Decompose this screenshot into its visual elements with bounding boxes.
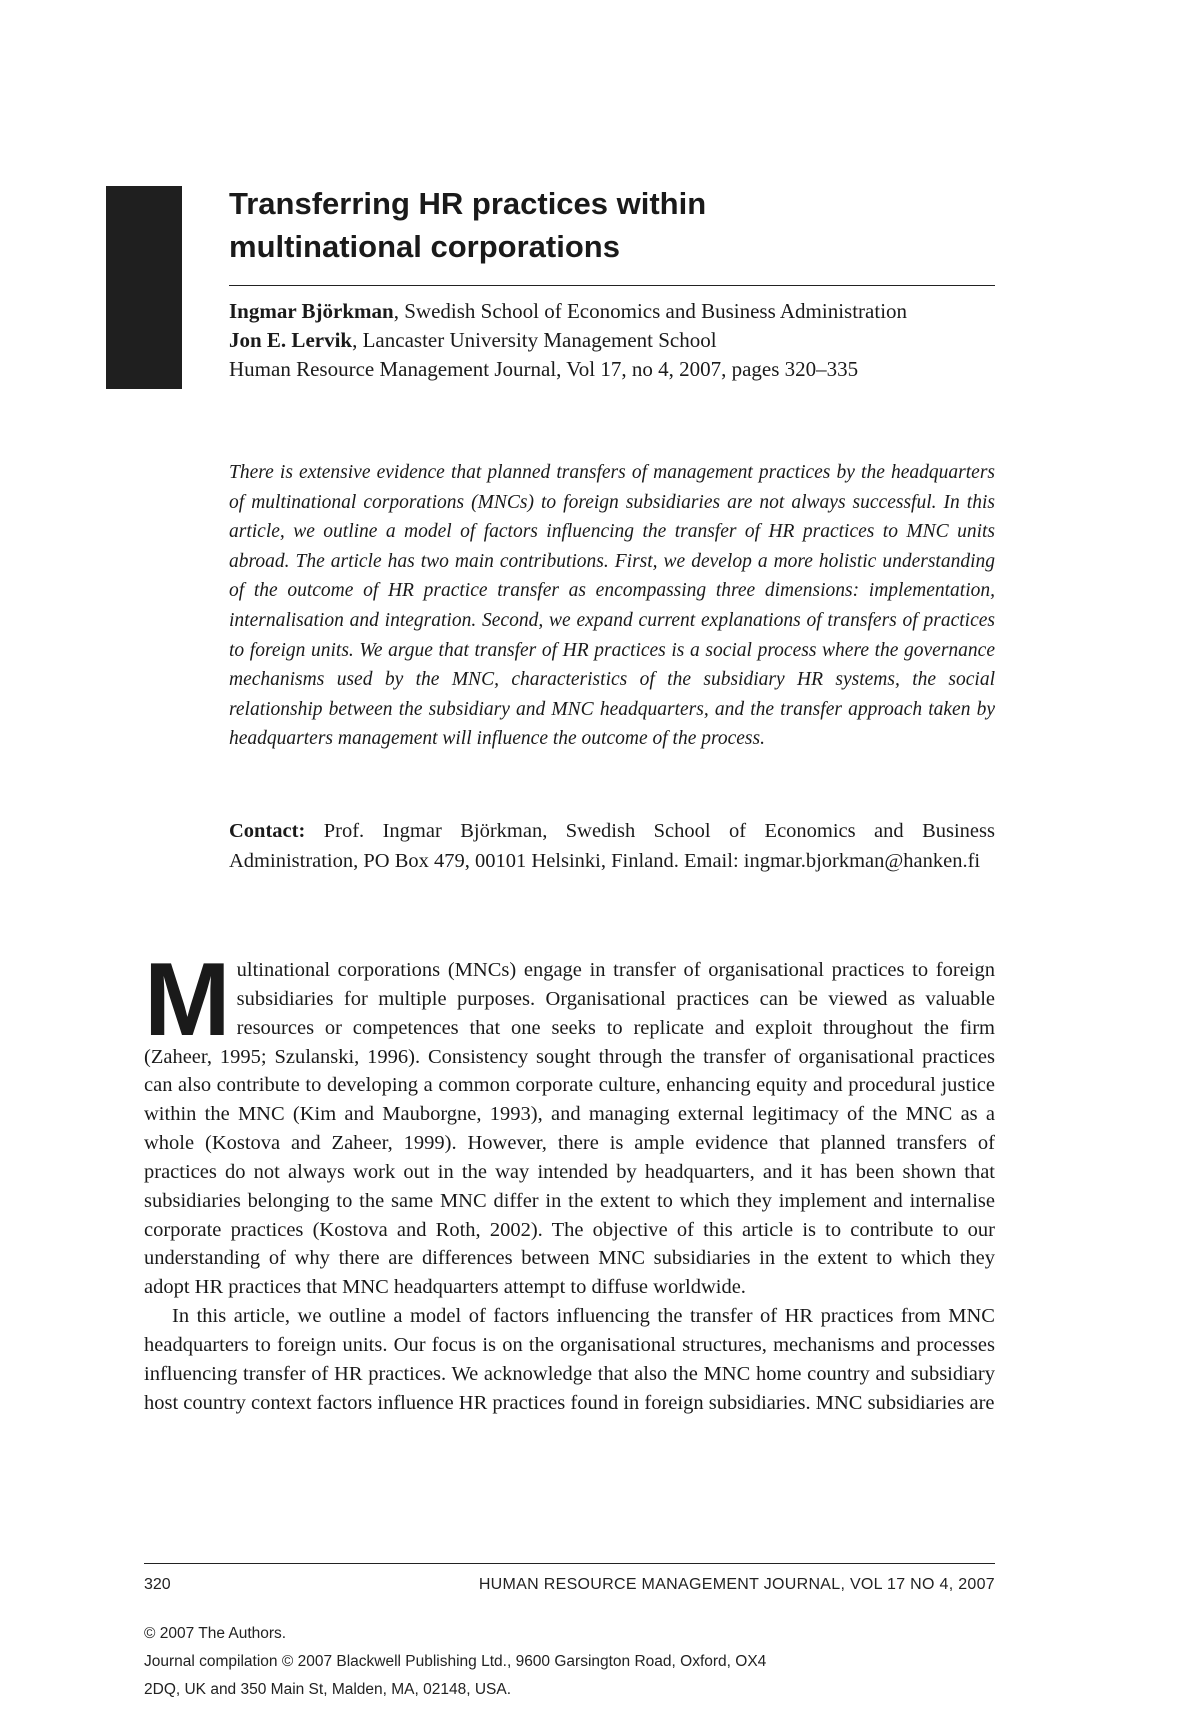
author-2 <box>229 326 995 355</box>
decorative-black-bar <box>106 186 182 389</box>
author-2-affiliation: , Lancaster University Management School <box>352 328 717 352</box>
running-head: HUMAN RESOURCE MANAGEMENT JOURNAL, VOL 17 NO 4, 2007 <box>478 1576 995 1593</box>
body-paragraph-1-text: ultinational corporations (MNCs) engage in transfer of organisational practices to foreign subsidiaries for multiple purposes. Organisational practices can be viewed as valuable resources or competences that one seeks to replicate and exploit throughout the firm (Zaheer, 1995; Szulanski, 1996). Consistency sought through the transfer of organisational practices can also contribute to developing a common corporate culture, enhancing equity and procedural justice within the MNC (Kim and Mauborgne, 1993), and managing external legitimacy of the MNC as a whole (Kostova and Zaheer, 1999). However, there is ample evidence that planned transfers of practices do not always work out in the way intended by headquarters, and it has been shown that subsidiaries belonging to the same MNC differ in the extent to which they implement and internalise corporate practices (Kostova and Roth, 2002). The objective of this article is to contribute to our understanding of why there are differences between MNC subsidiaries in the extent to which they adopt HR practices that MNC headquarters attempt to diffuse worldwide. <box>144 959 995 1299</box>
article-body <box>144 942 995 1418</box>
copyright-line-3: 2DQ, UK and 350 Main St, Malden, MA, 02148, USA. <box>144 1681 512 1698</box>
journal-citation: Human Resource Management Journal, Vol 17, no 4, 2007, pages 320–335 <box>229 357 859 381</box>
article-title <box>229 182 989 268</box>
author-1-name: Ingmar Björkman <box>229 299 394 323</box>
copyright-line-2: Journal compilation © 2007 Blackwell Publishing Ltd., 9600 Garsington Road, Oxford, OX4 <box>144 1653 767 1670</box>
contact-label: Contact: <box>229 820 306 842</box>
contact-details: Prof. Ingmar Björkman, Swedish School of Economics and Business Administration, PO Box 479, 00101 Helsinki, Finland. Email: ingmar.bjorkman@hanken.fi <box>229 820 995 872</box>
article-title-line-2: multinational corporations <box>229 229 620 264</box>
author-2-name: Jon E. Lervik <box>229 328 353 352</box>
author-1-affiliation: , Swedish School of Economics and Business Administration <box>393 299 908 323</box>
title-divider <box>229 285 995 286</box>
author-block <box>229 297 995 384</box>
contact-info <box>229 816 995 876</box>
article-title-line-1: Transferring HR practices within <box>229 186 707 221</box>
page-number: 320 <box>144 1576 171 1593</box>
copyright-line-1: © 2007 The Authors. <box>144 1625 287 1642</box>
body-paragraph-1 <box>144 942 995 1302</box>
body-paragraph-2: In this article, we outline a model of factors influencing the transfer of HR practices from MNC headquarters to foreign units. Our focus is on the organisational structures, mechanisms and processes influencing transfer of HR practices. We acknowledge that also the MNC home country and subsidiary host country context factors influence HR practices found in foreign subsidiaries. MNC subsidiaries are <box>144 1305 995 1414</box>
drop-cap: M <box>144 942 231 1058</box>
footer-divider <box>144 1563 995 1564</box>
abstract: There is extensive evidence that planned transfers of management practices by the headquarters of multinational corporations (MNCs) to foreign subsidiaries are not always successful. In this article, we outline a model of factors influencing the transfer of HR practices to MNC units abroad. The article has two main contributions. First, we develop a more holistic understanding of the outcome of HR practice transfer as encompassing three dimensions: implementation, internalisation and integration. Second, we expand current explanations of transfers of practices to foreign units. We argue that transfer of HR practices is a social process where the governance mechanisms used by the MNC, characteristics of the subsidiary HR systems, the social relationship between the subsidiary and MNC headquarters, and the transfer approach taken by headquarters management will influence the outcome of the process. <box>229 462 995 750</box>
copyright-notice <box>144 1620 1004 1704</box>
author-1 <box>229 297 995 326</box>
